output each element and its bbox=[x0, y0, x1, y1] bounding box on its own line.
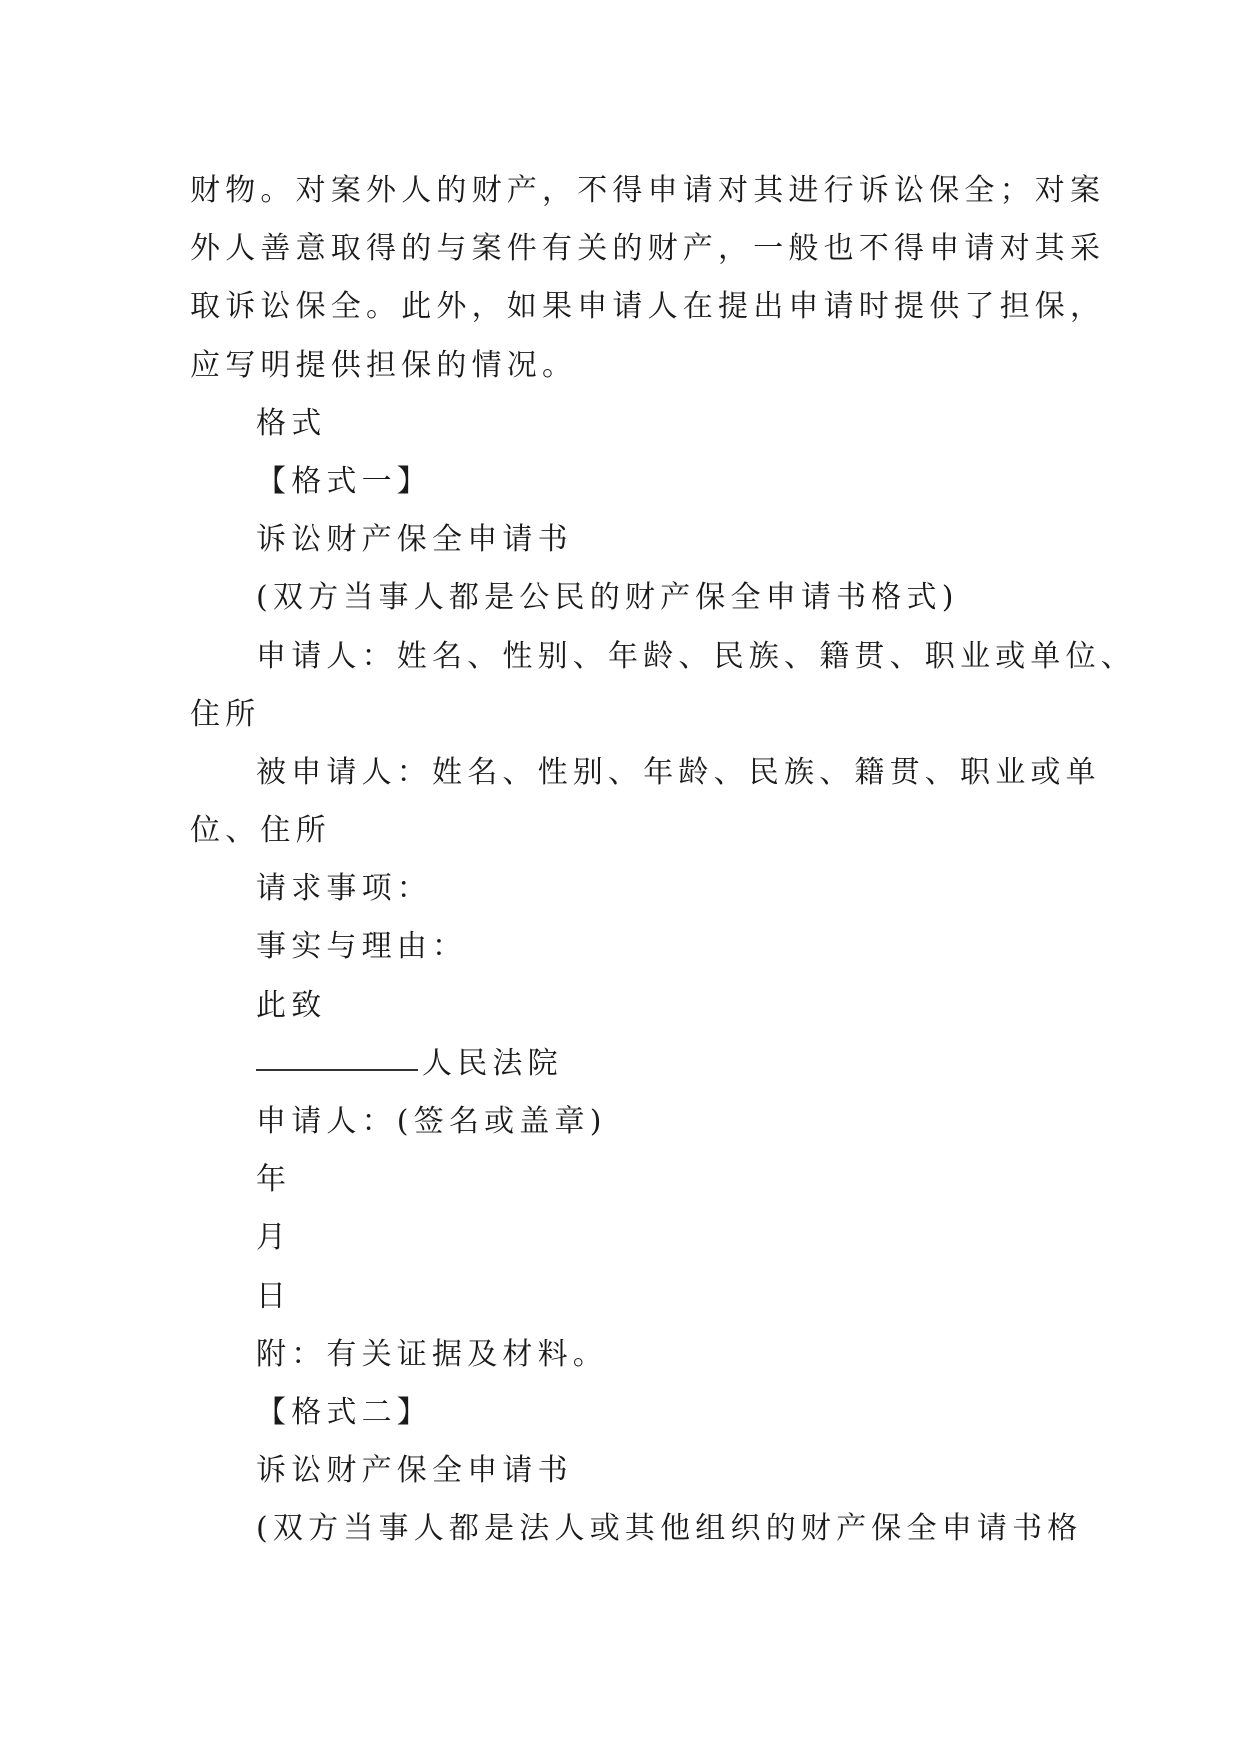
attachment-note: 附：有关证据及材料。 bbox=[256, 1336, 608, 1372]
date-year: 年 bbox=[256, 1162, 292, 1198]
respondent-info-continued: 位、住所 bbox=[190, 813, 331, 849]
format-one-subtitle: (双方当事人都是公民的财产保全申请书格式) bbox=[256, 580, 959, 616]
paragraph-line: 财物。对案外人的财产，不得申请对其进行诉讼保全；对案 bbox=[190, 173, 1106, 208]
applicant-info: 申请人：姓名、性别、年龄、民族、籍贯、职业或单位、 bbox=[256, 638, 1136, 674]
format-two-label: 【格式二】 bbox=[256, 1394, 432, 1430]
format-heading: 格式 bbox=[256, 405, 327, 441]
salutation: 此致 bbox=[256, 987, 327, 1023]
format-two-subtitle: (双方当事人都是法人或其他组织的财产保全申请书格 bbox=[256, 1511, 1083, 1547]
paragraph-line: 应写明提供担保的情况。 bbox=[190, 347, 578, 383]
court-suffix: 人民法院 bbox=[422, 1045, 563, 1081]
court-line bbox=[190, 1035, 1060, 1093]
format-one-title: 诉讼财产保全申请书 bbox=[256, 522, 573, 558]
format-two-title: 诉讼财产保全申请书 bbox=[256, 1453, 573, 1489]
respondent-info: 被申请人：姓名、性别、年龄、民族、籍贯、职业或单 bbox=[256, 754, 1101, 790]
date-day: 日 bbox=[256, 1278, 292, 1314]
paragraph-line: 外人善意取得的与案件有关的财产，一般也不得申请对其采 bbox=[190, 231, 1106, 267]
claims-label: 请求事项： bbox=[256, 871, 432, 907]
date-month: 月 bbox=[256, 1220, 292, 1256]
signature-line: 申请人：(签名或盖章) bbox=[256, 1104, 607, 1139]
facts-label: 事实与理由： bbox=[256, 929, 468, 965]
format-one-label: 【格式一】 bbox=[256, 463, 432, 499]
applicant-info-continued: 住所 bbox=[190, 696, 261, 732]
document-body bbox=[190, 162, 1136, 1559]
court-name-blank bbox=[256, 1069, 418, 1071]
paragraph-line: 取诉讼保全。此外，如果申请人在提出申请时提供了担保， bbox=[190, 289, 1106, 325]
